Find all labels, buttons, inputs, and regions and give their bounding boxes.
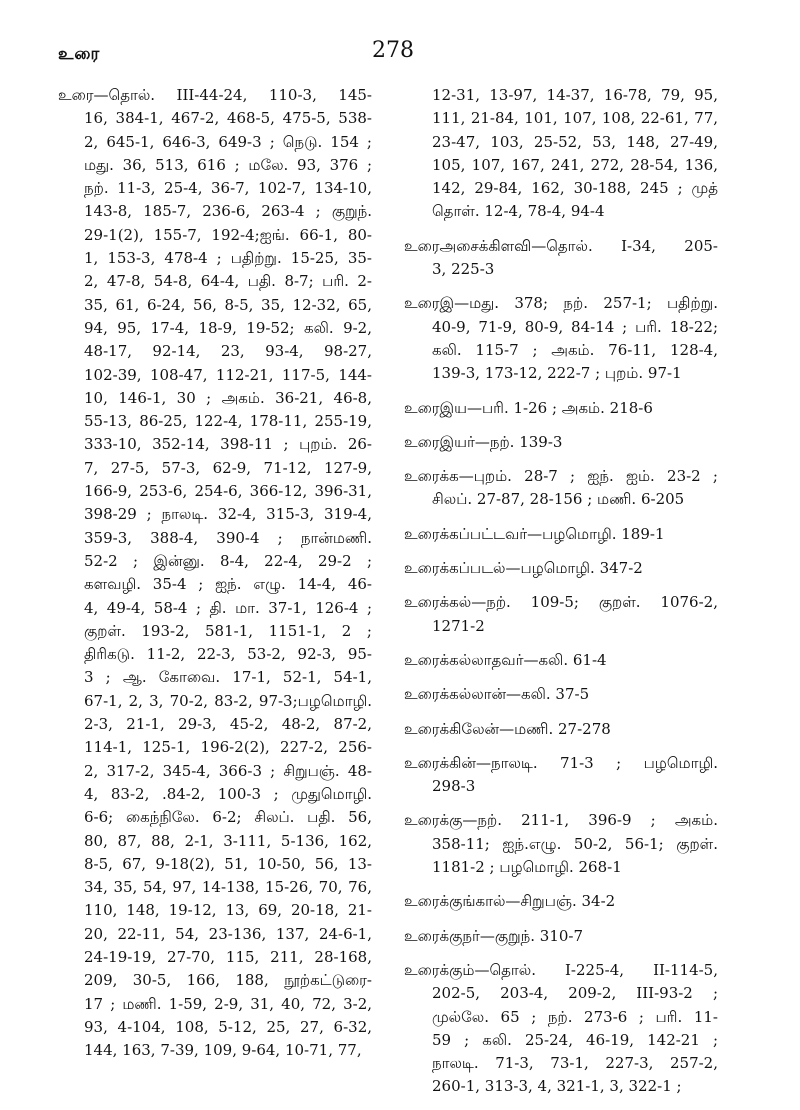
entry-line: 59 ; கலி. 25-24, 46-19, 142-21 ; [432,1030,718,1049]
entry-line: 24-19-19, 27-70, 115, 211, 28-168, [84,947,372,966]
index-entry [58,84,372,1062]
index-entry [404,557,718,580]
entry-line: 2, 317-2, 345-4, 366-3 ; சிறுபஞ். 48- [84,761,372,780]
entry-line: 202-5, 203-4, 209-2, III-93-2 ; [432,984,718,1003]
entry-line: உரை—தொல். III-44-24, 110-3, 145- [58,86,372,104]
entry-line: 67-1, 2, 3, 70-2, 83-2, 97-3;பழமொழி. [84,691,372,710]
left-column [58,84,372,1073]
entry-line: 2, 47-8, 54-8, 64-4, பதி. 8-7; பரி. 2- [84,272,372,291]
entry-line: சிலப். 27-87, 28-156 ; மணி. 6-205 [432,490,685,509]
page-number: 278 [372,38,414,63]
entry-line: உரைக்கல்லாதவர்—கலி. 61-4 [404,650,607,669]
entry-line: 359-3, 388-4, 390-4 ; நான்மணி. [84,528,372,547]
entry-line: 398-29 ; நாலடி. 32-4, 315-3, 319-4, [84,505,372,524]
entry-line: 1181-2 ; பழமொழி. 268-1 [432,858,622,877]
entry-line: 23-47, 103, 25-52, 53, 148, 27-49, [432,132,718,151]
index-entry [418,84,718,224]
entry-line: உரைஅசைக்கிளவி—தொல். I-34, 205- [404,236,718,255]
entry-line: உரைஇ—மது. 378; நற். 257-1; பதிற்று. [404,294,718,313]
entry-line: 35, 61, 6-24, 56, 8-5, 35, 12-32, 65, [84,295,372,314]
entry-line: 12-31, 13-97, 14-37, 16-78, 79, 95, [432,86,718,104]
entry-line: 1, 153-3, 478-4 ; பதிற்று. 15-25, 35- [84,249,372,268]
entry-line: உரைக்கல்—நற். 109-5; குறள். 1076-2, [404,593,718,612]
entry-line: உரைக்கும்—தொல். I-225-4, II-114-5, [404,960,718,979]
entry-line: 7, 27-5, 57-3, 62-9, 71-12, 127-9, [84,458,372,477]
entry-line: 94, 95, 17-4, 18-9, 19-52; கலி. 9-2, [84,318,372,337]
entry-line: உரைக்கல்லான்—கலி. 37-5 [404,685,590,704]
entry-line: நற். 11-3, 25-4, 36-7, 102-7, 134-10, [84,179,372,198]
entry-line: 4, 49-4, 58-4 ; தி. மா. 37-1, 126-4 ; [84,598,372,617]
entry-line: உரைஇயர்—நற். 139-3 [404,432,563,451]
entry-line: 1271-2 [432,616,485,635]
entry-line: 333-10, 352-14, 398-11 ; புறம். 26- [84,435,372,454]
entry-line: 6-6; கைந்நிலே. 6-2; சிலப். பதி. 56, [84,808,372,827]
entry-line: முல்லே. 65 ; நற். 273-6 ; பரி. 11- [432,1007,718,1026]
entry-line: 52-2 ; இன்னு. 8-4, 22-4, 29-2 ; [84,551,372,570]
entry-line: 143-8, 185-7, 236-6, 263-4 ; குறுந். [84,202,372,221]
index-entry [404,292,718,385]
index-entry [404,683,718,706]
entry-line: 166-9, 253-6, 254-6, 366-12, 396-31, [84,482,372,501]
entry-line: 55-13, 86-25, 122-4, 178-11, 255-19, [84,412,372,431]
entry-line: மது. 36, 513, 616 ; மலே. 93, 376 ; [84,155,372,174]
entry-line: உரைக்கப்பட்டவர்—பழமொழி. 189-1 [404,524,665,543]
index-entry [404,235,718,282]
entry-line: உரைக்கின்—நாலடி. 71-3 ; பழமொழி. [404,753,718,772]
entry-line: 17 ; மணி. 1-59, 2-9, 31, 40, 72, 3-2, [84,994,372,1013]
entry-line: 10, 146-1, 30 ; அகம். 36-21, 46-8, [84,388,372,407]
entry-line: 29-1(2), 155-7, 192-4;ஐங். 66-1, 80- [84,225,372,244]
entry-line: திரிகடு. 11-2, 22-3, 53-2, 92-3, 95- [84,645,372,664]
entry-line: 4, 83-2, .84-2, 100-3 ; முதுமொழி. [84,784,372,803]
entry-line: 110, 148, 19-12, 13, 69, 20-18, 21- [84,901,372,920]
entry-line: உரைக்கிலேன்—மணி. 27-278 [404,719,611,738]
entry-line: 48-17, 92-14, 23, 93-4, 98-27, [84,342,372,361]
entry-line: 142, 29-84, 162, 30-188, 245 ; முத் [432,179,718,198]
entry-line: 111, 21-84, 101, 107, 108, 22-61, 77, [432,109,718,128]
entry-line: குறள். 193-2, 581-1, 1151-1, 2 ; [84,621,372,640]
index-entry [404,465,718,512]
entry-line: 260-1, 313-3, 4, 321-1, 3, 322-1 ; [432,1077,682,1096]
index-entry [404,397,718,420]
entry-line: 139-3, 173-12, 222-7 ; புறம். 97-1 [432,364,682,383]
entry-line: 102-39, 108-47, 112-21, 117-5, 144- [84,365,372,384]
index-entry [404,925,718,948]
index-entry [404,809,718,879]
entry-line: உரைக்கப்படல்—பழமொழி. 347-2 [404,559,643,578]
index-entry [404,591,718,638]
index-entry [404,890,718,913]
index-entry [404,649,718,672]
entry-line: உரைக்க—புறம். 28-7 ; ஐந். ஐம். 23-2 ; [404,467,718,486]
entry-line: 8-5, 67, 9-18(2), 51, 10-50, 56, 13- [84,854,372,873]
right-column [404,84,718,1110]
entry-line: கலி. 115-7 ; அகம். 76-11, 128-4, [432,340,718,359]
entry-line: 3, 225-3 [432,260,495,279]
running-header: உரை [58,44,101,64]
entry-line: 16, 384-1, 467-2, 468-5, 475-5, 538- [84,109,372,128]
entry-line: களவழி. 35-4 ; ஐந். எழு. 14-4, 46- [84,575,372,594]
entry-line: 209, 30-5, 166, 188, நூற்கட்டுரை- [84,971,372,990]
entry-line: 34, 35, 54, 97, 14-138, 15-26, 70, 76, [84,878,372,897]
entry-line: 3 ; ஆ. கோவை. 17-1, 52-1, 54-1, [84,668,372,687]
entry-line: உரைஇய—பரி. 1-26 ; அகம். 218-6 [404,398,653,417]
entry-line: 105, 107, 167, 241, 272, 28-54, 136, [432,155,718,174]
entry-line: 93, 4-104, 108, 5-12, 25, 27, 6-32, [84,1017,372,1036]
index-entry [404,523,718,546]
entry-line: 2, 645-1, 646-3, 649-3 ; நெடு. 154 ; [84,132,372,151]
entry-line: 144, 163, 7-39, 109, 9-64, 10-71, 77, [84,1041,362,1060]
entry-line: உரைக்கு—நற். 211-1, 396-9 ; அகம். [404,811,718,830]
entry-line: நாலடி. 71-3, 73-1, 227-3, 257-2, [432,1054,718,1073]
entry-line: உரைக்குங்கால்—சிறுபஞ். 34-2 [404,892,616,911]
entry-line: 20, 22-11, 54, 23-136, 137, 24-6-1, [84,924,372,943]
entry-line: உரைக்குநர்—குறுந். 310-7 [404,926,584,945]
entry-line: 298-3 [432,777,476,796]
entry-line: 114-1, 125-1, 196-2(2), 227-2, 256- [84,738,372,757]
index-entry [404,959,718,1099]
entry-line: தொள். 12-4, 78-4, 94-4 [432,202,605,221]
entry-line: 2-3, 21-1, 29-3, 45-2, 48-2, 87-2, [84,715,372,734]
entry-line: 358-11; ஐந்.எழு. 50-2, 56-1; குறள். [432,834,718,853]
entry-line: 80, 87, 88, 2-1, 3-111, 5-136, 162, [84,831,372,850]
index-entry [404,752,718,799]
entry-line: 40-9, 71-9, 80-9, 84-14 ; பரி. 18-22; [432,317,718,336]
index-entry [404,718,718,741]
index-entry [404,431,718,454]
